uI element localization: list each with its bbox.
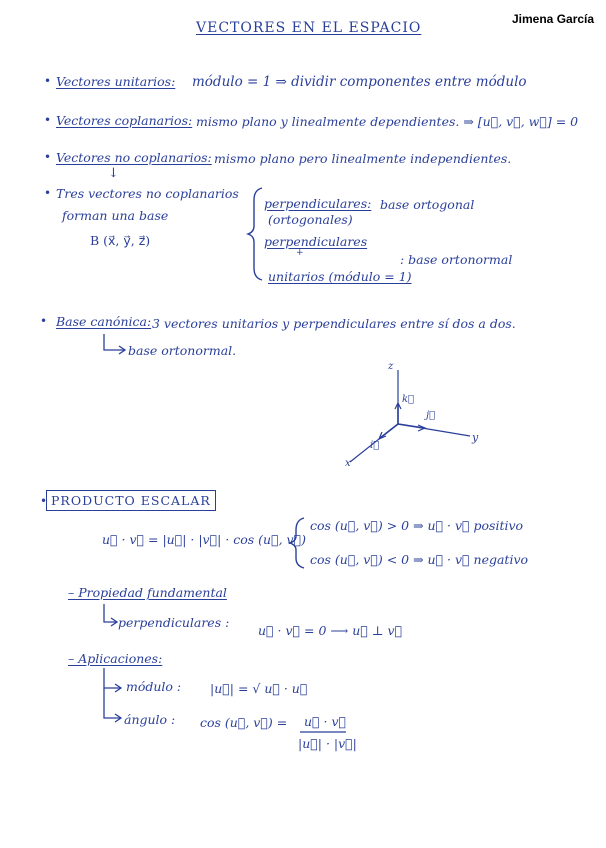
nocoplanarios-text: mismo plano pero linealmente independientes.: [214, 151, 512, 166]
perpendiculares-label: perpendiculares:: [264, 196, 372, 211]
bullet-dot: •: [44, 186, 52, 200]
plus-sign: +: [296, 248, 304, 258]
angulo-formula: cos (u⃗, v⃗) =: [200, 715, 288, 730]
modulo-label: módulo :: [126, 679, 182, 694]
unitarios-text: módulo = 1 ⇒ dividir componentes entre módulo: [192, 74, 527, 90]
nocoplanarios-heading: Vectores no coplanarios:: [56, 150, 212, 165]
bullet-dot: •: [40, 314, 48, 328]
base-ortonormal-sub: base ortonormal.: [128, 343, 237, 358]
author-name: Jimena García: [512, 12, 595, 26]
axis-y-label: y: [472, 431, 479, 444]
unitarios-modulo-label: unitarios (módulo = 1): [268, 269, 412, 284]
base-ortonormal-text: : base ortonormal: [400, 252, 513, 267]
cos-negative-line: cos (u⃗, v⃗) < 0 ⇒ u⃗ · v⃗ negativo: [310, 552, 529, 567]
base-canonica-text: 3 vectores unitarios y perpendiculares entre sí dos a dos.: [152, 316, 516, 331]
producto-escalar-title: PRODUCTO ESCALAR: [46, 490, 216, 511]
base-ortogonal-text: base ortogonal: [380, 197, 475, 212]
coplanarios-text: mismo plano y linealmente dependientes. ⇒ [u⃗, v⃗, w⃗] = 0: [196, 114, 579, 129]
vector-k-label: k⃗: [402, 394, 415, 405]
modulo-formula: |u⃗| = √ u⃗ · u⃗: [210, 681, 308, 696]
propiedad-text: perpendiculares :: [118, 615, 230, 630]
unitarios-heading: Vectores unitarios:: [56, 74, 176, 89]
tres-vectores-line2: forman una base: [62, 208, 169, 223]
perpendiculares-label-2: perpendiculares: [264, 234, 368, 249]
base-canonica-heading: Base canónica:: [56, 314, 152, 329]
angulo-numerator: u⃗ · v⃗: [304, 714, 347, 729]
bullet-dot: •: [40, 494, 48, 508]
bullet-dot: •: [44, 113, 52, 127]
page-title: VECTORES EN EL ESPACIO: [196, 20, 422, 36]
axis-x-label: x: [345, 458, 351, 469]
down-arrow-icon: ↓: [108, 166, 119, 181]
propiedad-heading: – Propiedad fundamental: [68, 585, 227, 600]
bullet-dot: •: [44, 150, 52, 164]
cos-positive-line: cos (u⃗, v⃗) > 0 ⇒ u⃗ · v⃗ positivo: [310, 518, 524, 533]
vector-i-label: i⃗: [370, 440, 380, 451]
axis-z-label: z: [388, 361, 394, 372]
base-notation: B (x⃗, y⃗, z⃗): [90, 233, 151, 248]
angulo-denominator: |u⃗| · |v⃗|: [298, 736, 357, 751]
coplanarios-heading: Vectores coplanarios:: [56, 113, 193, 128]
vector-j-label: j⃗: [426, 410, 436, 421]
ortogonales-text: (ortogonales): [268, 212, 353, 227]
angulo-label: ángulo :: [124, 712, 176, 727]
aplicaciones-heading: – Aplicaciones:: [68, 651, 163, 666]
bullet-dot: •: [44, 74, 52, 88]
producto-formula: u⃗ · v⃗ = |u⃗| · |v⃗| · cos (u⃗, v⃗): [102, 532, 306, 547]
tres-vectores-line1: Tres vectores no coplanarios: [56, 186, 239, 201]
propiedad-formula: u⃗ · v⃗ = 0 ⟶ u⃗ ⊥ v⃗: [258, 623, 403, 638]
